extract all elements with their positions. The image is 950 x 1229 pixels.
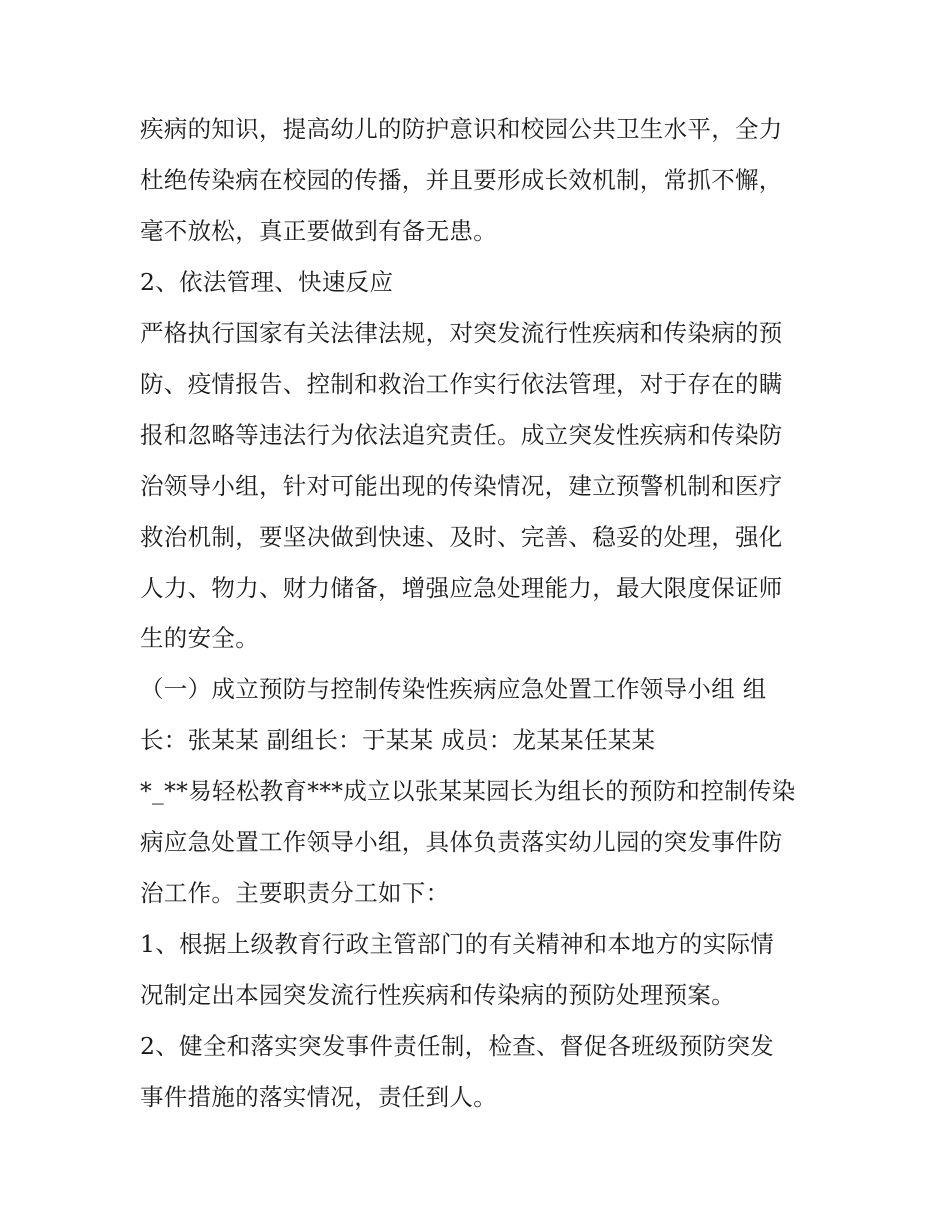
section-heading: （一）成立预防与控制传染性疾病应急处置工作领导小组 组: [140, 675, 767, 703]
text-line: 长：张某某 副组长：于某某 成员：龙某某任某某: [140, 726, 656, 754]
text-line: 毫不放松，真正要做到有备无患。: [140, 217, 497, 245]
list-item: 2、健全和落实突发事件责任制，检查、督促各班级预防突发: [140, 1032, 775, 1060]
text-line: 生的安全。: [140, 624, 259, 652]
text-line: 事件措施的落实情况，责任到人。: [140, 1083, 497, 1111]
list-item: 1、根据上级教育行政主管部门的有关精神和本地方的实际情: [140, 930, 775, 958]
text-line: 杜绝传染病在校园的传播，并且要形成长效机制，常抓不懈，: [140, 166, 783, 194]
text-line: 治工作。主要职责分工如下：: [140, 879, 450, 907]
text-line: 疾病的知识，提高幼儿的防护意识和校园公共卫生水平，全力: [140, 115, 783, 143]
text-line: 报和忽略等违法行为依法追究责任。成立突发性疾病和传染防: [140, 421, 783, 449]
text-line: 治领导小组，针对可能出现的传染情况，建立预警机制和医疗: [140, 472, 783, 500]
text-line: 人力、物力、财力储备，增强应急处理能力，最大限度保证师: [140, 574, 783, 602]
text-line: 严格执行国家有关法律法规，对突发流行性疾病和传染病的预: [140, 319, 783, 347]
text-line: 防、疫情报告、控制和救治工作实行依法管理，对于存在的瞒: [140, 370, 783, 398]
text-line: 况制定出本园突发流行性疾病和传染病的预防处理预案。: [140, 981, 735, 1009]
text-line: 病应急处置工作领导小组，具体负责落实幼儿园的突发事件防: [140, 828, 783, 856]
section-heading: 2、依法管理、快速反应: [140, 268, 394, 296]
text-line: *_**易轻松教育***成立以张某某园长为组长的预防和控制传染: [140, 777, 796, 805]
text-line: 救治机制，要坚决做到快速、及时、完善、稳妥的处理，强化: [140, 523, 783, 551]
